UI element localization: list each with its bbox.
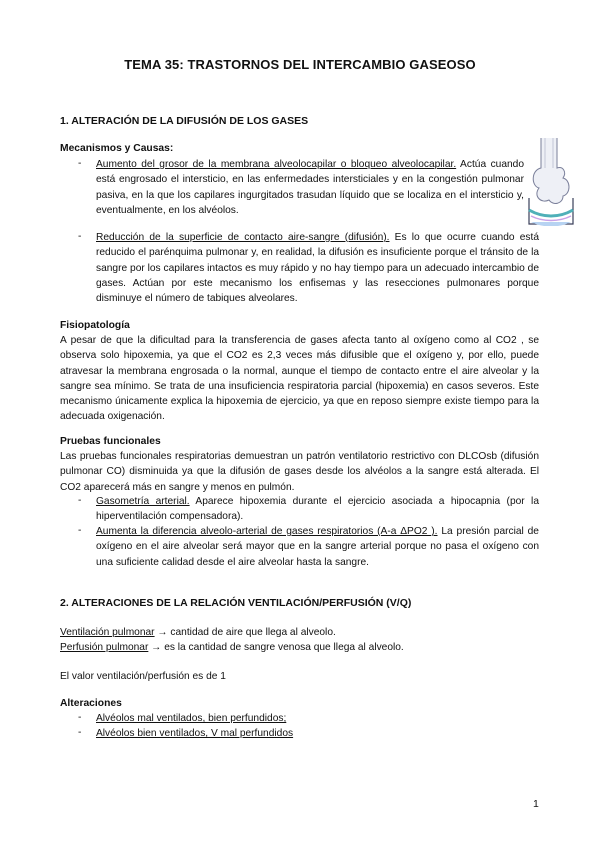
alteraciones-item-1-text: Alvéolos mal ventilados, bien perfundidos; (96, 713, 287, 724)
pruebas-item-1-text: Aparece hipoxemia durante el ejercicio asociada a hipocapnia (por la hiperventilación compensadora). (96, 496, 539, 523)
pruebas-heading: Pruebas funcionales (60, 436, 161, 447)
valor-vq-text: El valor ventilación/perfusión es de 1 (60, 671, 226, 682)
alveolus-diagram-figure (527, 138, 575, 226)
perfusion-definition: → es la cantidad de sangre venosa que llega al alveolo. (148, 642, 404, 653)
pruebas-item-2-title: Aumenta la diferencia alveolo-arterial de gases respiratorios (A-a ΔPO2 ). (96, 526, 438, 537)
mecanismo-item-2-text: Es lo que ocurre cuando está reducido el parénquima pulmonar y, en realidad, la difusión es insuficiente porque el tránsito de la sangre por los capilares intactos es muy rápido y no hay tiempo para un adecuado intercambio de gases. Actúan por este mecanismo los enfisemas y las resecciones pulmonares porque disminuye el número de tabiques alveolares. (96, 232, 539, 305)
pruebas-text: Las pruebas funcionales respiratorias demuestran un patrón ventilatorio restrictivo con DLCOsb (difusión pulmonar CO) disminuida ya que la difusión de gases desde los alvéolos a la sangre está alterada. El CO2 aparecerá más en sangre y menos en pulmón. (60, 451, 539, 493)
section2-heading: 2. ALTERACIONES DE LA RELACIÓN VENTILACIÓN/PERFUSIÓN (V/Q) (60, 597, 412, 609)
pruebas-item-1-title: Gasometría arterial. (96, 496, 190, 507)
pruebas-item-2 (96, 524, 539, 570)
definition-perfusion (60, 640, 539, 655)
list-bullet: - (78, 158, 82, 169)
mecanismo-item-1 (96, 157, 524, 218)
definition-ventilacion (60, 625, 539, 640)
mecanismo-item-1-text: Actúa cuando está engrosado el intersticio, en las enfermedades intersticiales y en la congestión pulmonar pasiva, en la que los capilares ingurgitados trasudan líquido que se localiza en el intersticio y, eventualmente, en los alvéolos. (96, 159, 524, 216)
ventilacion-definition: → cantidad de aire que llega al alveolo. (154, 627, 336, 638)
alteraciones-heading: Alteraciones (60, 698, 122, 709)
alteraciones-item-2 (96, 726, 536, 741)
perfusion-term: Perfusión pulmonar (60, 642, 149, 653)
list-bullet: - (78, 231, 82, 242)
mecanismo-item-2 (96, 230, 539, 306)
alteraciones-item-1 (96, 711, 536, 726)
pruebas-item-1 (96, 494, 539, 525)
alteraciones-item-2-text: Alvéolos bien ventilados, V mal perfundidos (96, 728, 294, 739)
fisiopatologia-text: A pesar de que la dificultad para la transferencia de gases afecta tanto al oxígeno como al CO2 , se observa solo hipoxemia, ya que el CO2 es 2,3 veces más difusible que el oxígeno y, por ello, puede atravesar la membrana engrosada o la normal, aunque el tiempo de contacto entre el aire alveolar y la sangre sea mínimo. Se trata de una insuficiencia respiratoria parcial (hipoxemia) en casos severos. Este mecanismo únicamente explica la hipoxemia de ejercicio, ya que en reposo siempre existe tiempo para la adecuada oxigenación. (60, 335, 539, 423)
list-bullet: - (78, 525, 82, 536)
list-bullet: - (78, 495, 82, 506)
ventilacion-term: Ventilación pulmonar (60, 627, 155, 638)
mecanismo-item-2-title: Reducción de la superficie de contacto aire-sangre (difusión). (96, 232, 390, 243)
section1-heading: 1. ALTERACIÓN DE LA DIFUSIÓN DE LOS GASES (60, 115, 309, 127)
page-number: 1 (533, 798, 539, 810)
fisiopatologia-heading: Fisiopatología (60, 320, 130, 331)
mecanismos-heading: Mecanismos y Causas: (60, 143, 174, 154)
page-title: TEMA 35: TRASTORNOS DEL INTERCAMBIO GASEOSO (124, 57, 476, 72)
pruebas-item-2-text: La presión parcial de oxígeno en el aire alveolar será mayor que en la sangre arterial porque no pasa el oxígeno con una suficiente calidad desde el aire alveolar hasta la sangre. (96, 526, 539, 568)
mecanismo-item-1-title: Aumento del grosor de la membrana alveolocapilar o bloqueo alveolocapilar. (96, 159, 457, 170)
list-bullet: - (78, 727, 82, 738)
list-bullet: - (78, 712, 82, 723)
